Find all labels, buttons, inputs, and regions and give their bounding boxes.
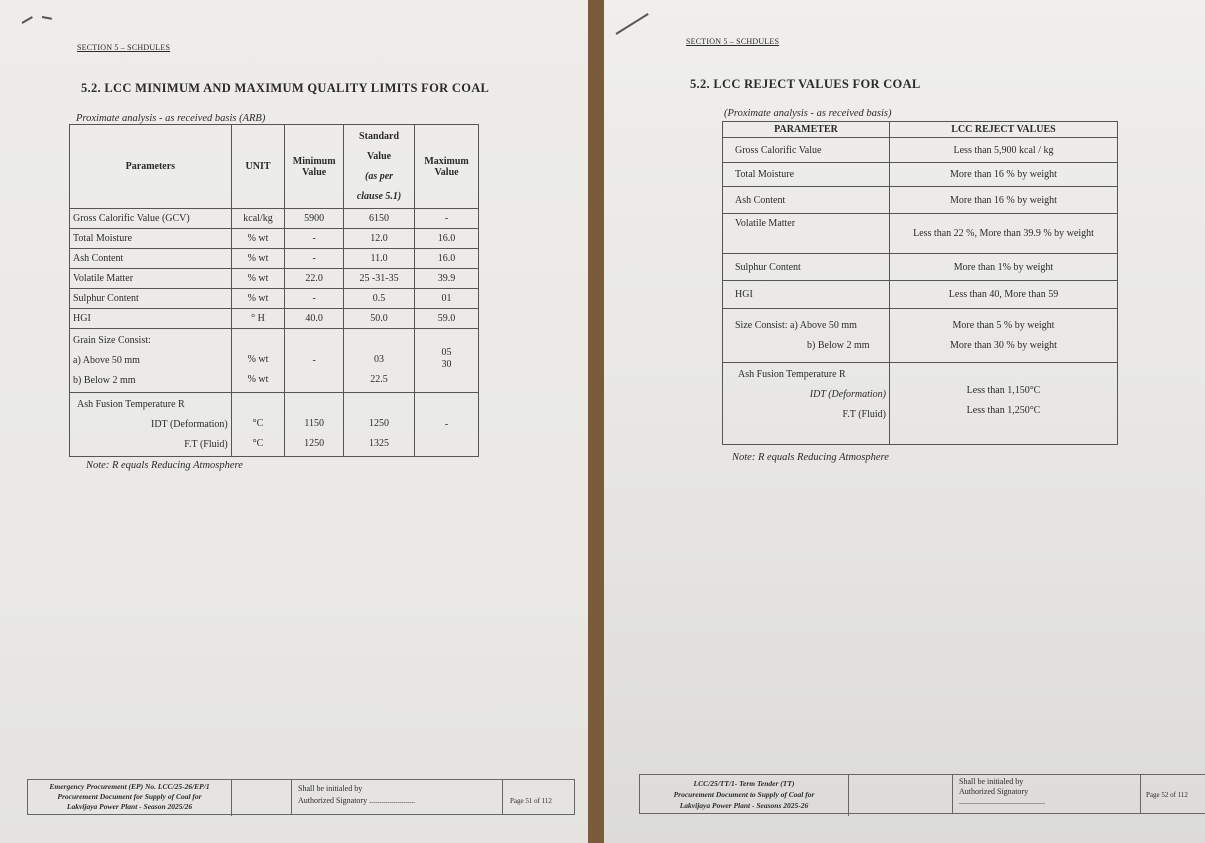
footer-doc-line2: Procurement Document for Supply of Coal for <box>57 792 202 801</box>
header-standard-line3: (as per <box>365 170 394 182</box>
grain-std-a: 03 <box>374 353 385 365</box>
ash-label: Ash Fusion Temperature R <box>77 398 185 410</box>
table-header-row <box>70 125 479 209</box>
cell-param: Total Moisture <box>723 163 890 187</box>
footer-doc-line1: Emergency Procurement (EP) No. LCC/25-26/EP/1 <box>49 782 210 791</box>
table-row <box>70 209 479 229</box>
section-header: SECTION 5 – SCHDULES <box>686 37 780 46</box>
table-row-ash-fusion <box>70 393 479 457</box>
table-row <box>70 309 479 329</box>
size-above: Size Consist: a) Above 50 mm <box>735 319 857 331</box>
header-parameter: PARAMETER <box>723 122 890 138</box>
cell-param: Volatile Matter <box>70 269 232 289</box>
cell-unit: % wt <box>231 229 285 249</box>
header-standard-line1: Standard <box>359 130 400 142</box>
cell-unit: kcal/kg <box>231 209 285 229</box>
footer-doc-line3: Lakvijaya Power Plant - Season 2025/26 <box>66 802 193 811</box>
ash-unit-idt: °C <box>252 417 264 429</box>
cell-param: Ash Content <box>723 187 890 214</box>
page-title: 5.2. LCC REJECT VALUES FOR COAL <box>690 77 921 91</box>
table-row <box>723 254 1118 281</box>
cell-max: 59.0 <box>415 309 479 329</box>
cell-std: 50.0 <box>344 309 415 329</box>
cell-value: More than 16 % by weight <box>890 187 1118 214</box>
ash-value-ft: Less than 1,250°C <box>966 405 1041 416</box>
left-page <box>0 0 588 843</box>
size-value-a: More than 5 % by weight <box>952 319 1055 331</box>
header-min: Minimum Value <box>285 125 344 209</box>
header-standard-line4: clause 5.1) <box>356 190 402 202</box>
page-footer <box>639 774 1205 814</box>
cell-max: - <box>415 393 479 457</box>
cell-std <box>344 329 415 393</box>
cell-value <box>890 309 1118 363</box>
cell-unit: % wt <box>231 269 285 289</box>
cell-param: Volatile Matter <box>723 214 890 254</box>
size-below: b) Below 2 mm <box>807 339 870 351</box>
cell-min: 22.0 <box>285 269 344 289</box>
page-footer <box>27 779 575 815</box>
ash-label: Ash Fusion Temperature R <box>738 369 846 380</box>
cell-param <box>70 393 232 457</box>
cell-min: - <box>285 289 344 309</box>
footer-doc-line2: Procurement Document to Supply of Coal for <box>673 790 815 799</box>
grain-max-b: 30 <box>441 359 452 370</box>
ash-unit-ft: °C <box>252 437 264 449</box>
table-row-grain-size <box>70 329 479 393</box>
cell-param: Total Moisture <box>70 229 232 249</box>
cell-param: Sulphur Content <box>723 254 890 281</box>
ash-idt: IDT (Deformation) <box>151 418 228 430</box>
note: Note: R equals Reducing Atmosphere <box>732 452 889 463</box>
cell-std: 0.5 <box>344 289 415 309</box>
header-standard-line2: Value <box>367 150 392 162</box>
header-parameters: Parameters <box>70 125 232 209</box>
pen-mark <box>42 16 52 20</box>
header-reject-values: LCC REJECT VALUES <box>890 122 1118 138</box>
cell-min: - <box>285 249 344 269</box>
cell-param <box>723 309 890 363</box>
header-standard <box>344 125 415 209</box>
table-row <box>70 249 479 269</box>
table-row <box>723 138 1118 163</box>
grain-below: b) Below 2 mm <box>73 374 136 386</box>
cell-max: 16.0 <box>415 249 479 269</box>
grain-above: a) Above 50 mm <box>73 354 140 366</box>
cell-unit: % wt <box>231 249 285 269</box>
footer-sign-line2: Authorized Signatory ....................... <box>298 796 416 805</box>
table-row-size-consist <box>723 309 1118 363</box>
header-max: Maximum Value <box>415 125 479 209</box>
cell-std: 25 -31-35 <box>344 269 415 289</box>
pen-mark <box>22 16 33 24</box>
cell-min: 40.0 <box>285 309 344 329</box>
header-unit: UNIT <box>231 125 285 209</box>
cell-max <box>415 329 479 393</box>
footer-doc-line1: LCC/25/TT/1- Term Tender (TT) <box>693 779 795 788</box>
cell-param <box>70 329 232 393</box>
ash-min-ft: 1250 <box>304 437 325 449</box>
cell-param: Gross Calorific Value <box>723 138 890 163</box>
cell-unit <box>231 329 285 393</box>
cell-param: Sulphur Content <box>70 289 232 309</box>
footer-signature <box>298 783 415 807</box>
grain-unit-b: % wt <box>247 373 269 385</box>
cell-param: Ash Content <box>70 249 232 269</box>
cell-value: Less than 5,900 kcal / kg <box>890 138 1118 163</box>
cell-param: HGI <box>70 309 232 329</box>
footer-page-number: Page 51 of 112 <box>510 797 552 805</box>
cell-min: - <box>285 229 344 249</box>
table-subtitle: (Proximate analysis - as received basis) <box>724 108 892 119</box>
cell-std: 12.0 <box>344 229 415 249</box>
table-subtitle: Proximate analysis - as received basis (ARB) <box>76 113 266 124</box>
cell-param: HGI <box>723 281 890 309</box>
ash-ft: F.T (Fluid) <box>184 438 228 450</box>
cell-value: Less than 22 %, More than 39.9 % by weight <box>890 214 1118 254</box>
ash-std-ft: 1325 <box>369 437 390 449</box>
cell-value <box>890 363 1118 445</box>
cell-std: 6150 <box>344 209 415 229</box>
footer-sign-line2: Authorized Signatory <box>959 787 1029 796</box>
table-row <box>723 187 1118 214</box>
cell-min: - <box>285 329 344 393</box>
footer-sign-line1: Shall be initialed by <box>959 777 1024 786</box>
footer-sign-line1: Shall be initialed by <box>298 784 363 793</box>
grain-label: Grain Size Consist: <box>73 334 151 346</box>
grain-std-b: 22.5 <box>370 373 388 385</box>
ash-value-idt: Less than 1,150°C <box>966 385 1041 396</box>
reject-values-table <box>722 121 1118 445</box>
ash-min-idt: 1150 <box>304 417 324 429</box>
ash-idt: IDT (Deformation) <box>809 389 886 400</box>
grain-unit-a: % wt <box>247 353 269 365</box>
cell-max: 16.0 <box>415 229 479 249</box>
footer-doc-ref <box>28 780 232 816</box>
size-value-b: More than 30 % by weight <box>950 339 1057 351</box>
cell-value: More than 1% by weight <box>890 254 1118 281</box>
cell-min: 5900 <box>285 209 344 229</box>
table-row <box>723 281 1118 309</box>
footer-blank-cell <box>848 775 953 813</box>
cell-std <box>344 393 415 457</box>
table-row <box>723 214 1118 254</box>
cell-std: 11.0 <box>344 249 415 269</box>
cell-unit: ° H <box>231 309 285 329</box>
cell-max: - <box>415 209 479 229</box>
page-gap <box>588 0 604 843</box>
cell-unit <box>231 393 285 457</box>
table-row-ash-fusion <box>723 363 1118 445</box>
section-header: SECTION 5 – SCHDULES <box>77 43 171 52</box>
cell-max: 39.9 <box>415 269 479 289</box>
cell-unit: % wt <box>231 289 285 309</box>
table-row <box>70 229 479 249</box>
ash-ft: F.T (Fluid) <box>842 409 886 420</box>
table-header-row <box>723 122 1118 138</box>
footer-doc-ref <box>640 775 849 816</box>
pen-mark <box>615 13 648 35</box>
note: Note: R equals Reducing Atmosphere <box>86 460 243 471</box>
quality-limits-table <box>69 124 479 457</box>
footer-blank-cell <box>231 780 292 814</box>
footer-sign-line3: ........................................... <box>959 797 1045 806</box>
ash-std-idt: 1250 <box>369 417 390 429</box>
table-row <box>723 163 1118 187</box>
right-page <box>604 0 1205 843</box>
cell-max: 01 <box>415 289 479 309</box>
footer-page-number: Page 52 of 112 <box>1146 791 1188 799</box>
table-row <box>70 289 479 309</box>
cell-value: More than 16 % by weight <box>890 163 1118 187</box>
page-title: 5.2. LCC MINIMUM AND MAXIMUM QUALITY LIMITS FOR COAL <box>81 81 490 95</box>
table-row <box>70 269 479 289</box>
cell-param: Gross Calorific Value (GCV) <box>70 209 232 229</box>
footer-doc-line3: Lakvijaya Power Plant - Seasons 2025-26 <box>679 801 809 810</box>
footer-signature <box>959 777 1045 807</box>
grain-max-a: 05 <box>441 347 452 358</box>
cell-param <box>723 363 890 445</box>
cell-value: Less than 40, More than 59 <box>890 281 1118 309</box>
cell-min <box>285 393 344 457</box>
